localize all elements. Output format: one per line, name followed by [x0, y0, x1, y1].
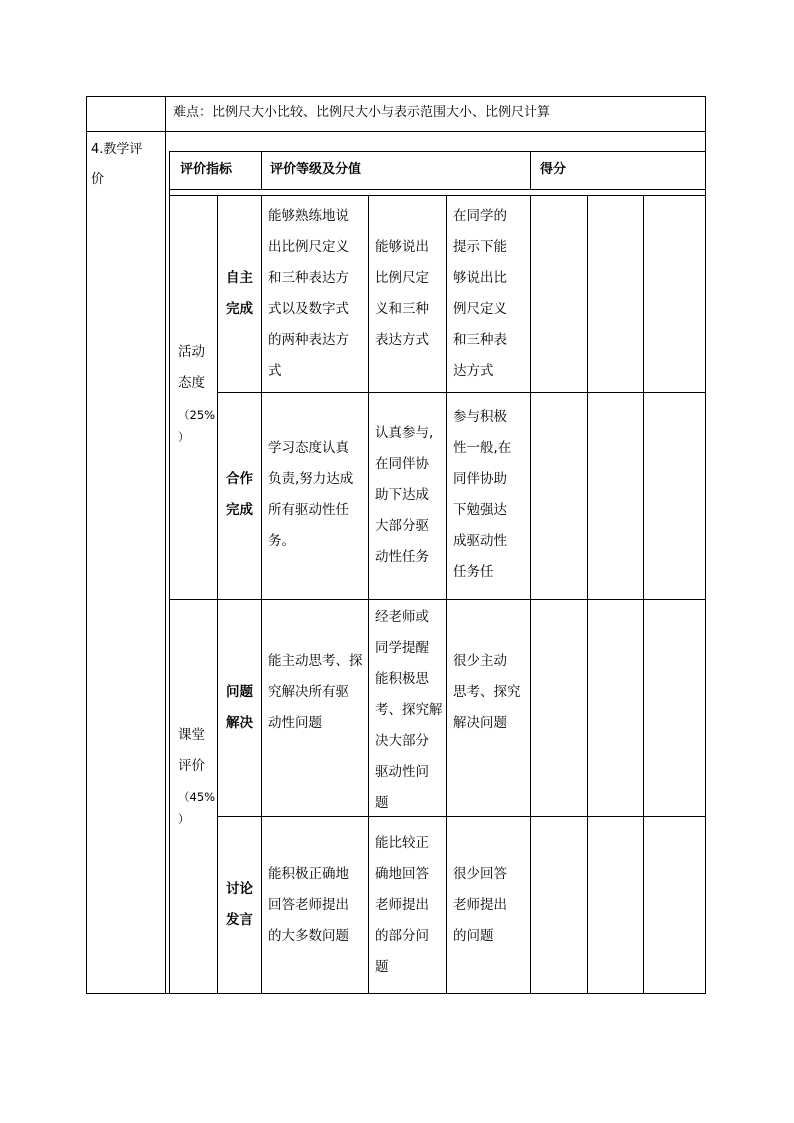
- column-divider: [165, 96, 166, 994]
- sub-indicator: 问题 解决: [226, 684, 253, 731]
- grade-level-2: 能够说出 比例尺定 义和三种 表达方式: [375, 239, 429, 348]
- row-divider: [86, 131, 706, 132]
- column-divider: [368, 195, 369, 993]
- column-divider: [587, 195, 588, 993]
- grade-level-3: 参与积极 性一般,在 同伴协助 下勉强达 成驱动性 任务任: [453, 409, 512, 580]
- eval-table-left: [169, 151, 170, 994]
- eval-header-bottom: [169, 189, 706, 190]
- row-divider: [169, 599, 706, 600]
- row-divider: [217, 816, 706, 817]
- sub-indicator: 合作 完成: [226, 471, 253, 518]
- sub-indicator: 自主 完成: [226, 270, 253, 317]
- grade-level-3: 很少主动 思考、探究 解决问题: [453, 653, 521, 731]
- difficulty-note: 难点：比例尺大小比较、比例尺大小与表示范围大小、比例尺计算: [173, 105, 551, 120]
- grade-level-1: 能积极正确地 回答老师提出 的大多数问题: [268, 866, 349, 944]
- column-divider: [217, 195, 218, 993]
- column-divider: [446, 195, 447, 993]
- header-divider: [530, 151, 531, 189]
- eval-table-bottom: [169, 993, 706, 994]
- row-divider: [169, 195, 706, 196]
- group-weight: （45% ）: [178, 790, 216, 826]
- grade-level-1: 学习态度认真 负责,努力达成 所有驱动性任 务。: [268, 440, 354, 549]
- header-score: 得分: [540, 162, 567, 177]
- column-divider: [643, 195, 644, 993]
- group-name: 课堂 评价: [178, 727, 205, 774]
- grade-level-1: 能主动思考、探 究解决所有驱 动性问题: [268, 653, 363, 731]
- column-divider: [530, 195, 531, 993]
- grade-level-3: 很少回答 老师提出 的问题: [453, 866, 507, 944]
- section-label: 4.教学评 价: [91, 142, 143, 187]
- sub-indicator: 讨论 发言: [226, 881, 253, 928]
- grade-level-1: 能够熟练地说 出比例尺定义 和三种表达方 式以及数字式 的两种表达方 式: [268, 208, 349, 379]
- header-indicator: 评价指标: [180, 162, 233, 177]
- grade-level-2: 认真参与, 在同伴协 助下达成 大部分驱 动性任务: [375, 425, 434, 565]
- header-divider: [261, 151, 262, 189]
- row-divider: [217, 392, 706, 393]
- header-grade: 评价等级及分值: [270, 162, 362, 177]
- grade-level-2: 经老师或 同学提醒 能积极思 考、探究解 决大部分 驱动性问 题: [375, 609, 443, 811]
- grade-level-3: 在同学的 提示下能 够说出比 例尺定义 和三种表 达方式: [453, 208, 507, 379]
- grade-level-2: 能比较正 确地回答 老师提出 的部分问 题: [375, 835, 429, 975]
- group-name: 活动 态度: [178, 344, 205, 391]
- eval-table-top: [169, 151, 706, 152]
- group-weight: （25% ）: [178, 408, 216, 444]
- column-divider: [261, 195, 262, 993]
